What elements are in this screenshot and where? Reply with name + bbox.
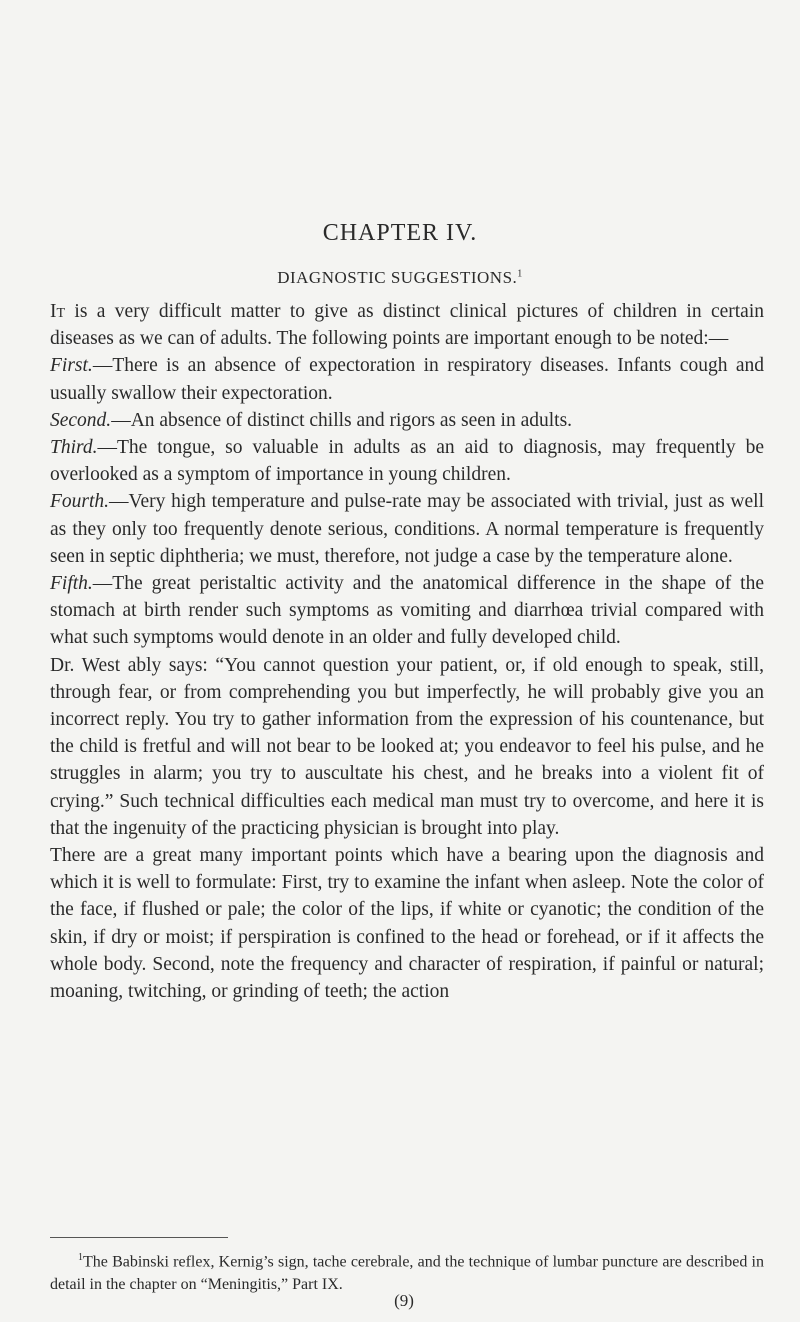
chapter-title: CHAPTER IV.: [322, 220, 478, 246]
paragraph-fourth: [50, 488, 764, 570]
paragraph-intro: [50, 298, 764, 352]
section-title: [0, 268, 800, 288]
footnote-divider: [50, 1237, 228, 1238]
paragraph-label: Second.: [50, 409, 112, 431]
body-text: [50, 298, 764, 1005]
paragraph-fifth: [50, 570, 764, 652]
paragraph-text: —The great peristaltic activity and the anatomical difference in the shape of the stomach at birth render such symptoms as vomiting and diarrhœa trivial compared with what such symptoms would denote in an older and fully developed child.: [50, 573, 764, 649]
paragraph-lead-word: It: [50, 301, 66, 322]
paragraph-text: —Very high temperature and pulse-rate may be associated with trivial, just as well as they only too frequently denote serious, conditions. A normal temperature is frequently seen in septic diphtheria; we must, therefore, not judge a case by the temperature alone.: [50, 491, 764, 567]
paragraph-second: [50, 407, 764, 434]
paragraph-first: [50, 352, 764, 406]
paragraph-text: Dr. West ably says: “You cannot question your patient, or, if old enough to speak, still, through fear, or from comprehending you but imperfectly, he will probably give you an incorrect reply. You try to gather information from the expression of his countenance, but the child is fretful and will not bear to be looked at; you endeavor to feel his pulse, and he struggles in alarm; you try to auscultate his chest, and he breaks into a violent fit of crying.” Such technical difficulties each medical man must try to overcome, and here it is that the ingenuity of the practicing physician is brought into play.: [50, 654, 764, 839]
paragraph-third: [50, 434, 764, 488]
paragraph-label: First.: [50, 355, 93, 377]
footnote-marker: 1: [78, 1252, 83, 1263]
paragraph-west-quote: [50, 652, 764, 842]
paragraph-text: is a very difficult matter to give as distinct clinical pictures of children in certain diseases as we can of adults. The following points are important enough to be noted:—: [50, 301, 764, 350]
page-number: [0, 1291, 800, 1311]
paragraph-label: Third.: [50, 437, 98, 459]
page-number-text: (9): [394, 1291, 414, 1310]
paragraph-label: Fifth.: [50, 573, 93, 595]
footnote-reference: 1: [517, 268, 523, 280]
paragraph-label: Fourth.: [50, 491, 110, 513]
footnote: [50, 1246, 764, 1296]
paragraph-text: There are a great many important points which have a bearing upon the diagnosis and which it is well to formulate: First, try to examine the infant when asleep. Note the color of the face, if flushed or pale; the color of the lips, if white or cyanotic; the condition of the skin, if dry or moist; if perspiration is confined to the head or forehead, or if it affects the whole body. Second, note the frequency and character of respiration, if painful or natural; moaning, twitching, or grinding of teeth; the action: [50, 845, 764, 1003]
paragraph-text: —There is an absence of expectoration in respiratory diseases. Infants cough and usually swallow their expectoration.: [50, 355, 764, 404]
paragraph-important-points: [50, 842, 764, 1005]
paragraph-text: —The tongue, so valuable in adults as an aid to diagnosis, may frequently be overlooked as a symptom of importance in young children.: [50, 437, 764, 486]
paragraph-text: —An absence of distinct chills and rigors as seen in adults.: [111, 409, 573, 431]
footnote-text: The Babinski reflex, Kernig’s sign, tache cerebrale, and the technique of lumbar puncture are described in detail in the chapter on “Meningitis,” Part IX.: [50, 1253, 764, 1294]
section-title-text: DIAGNOSTIC SUGGESTIONS.: [277, 268, 518, 287]
